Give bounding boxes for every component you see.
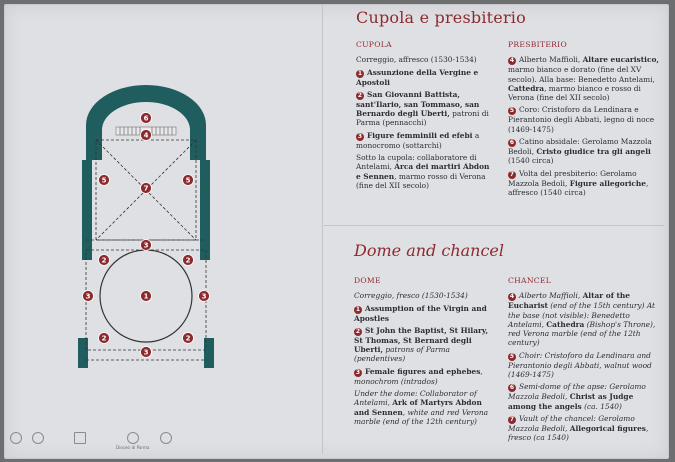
plan-marker-2 xyxy=(183,255,194,266)
plan-marker-2 xyxy=(183,333,194,344)
italian-dome-item: 3 Figure femminili ed efebi a monocromo (sottarchi) xyxy=(356,130,480,150)
english-chancel-item: 7 Vault of the chancel: Gerolamo Mazzola Bedoli, Allegorical figures, fresco (ca 1540) xyxy=(508,413,649,443)
logo-1 xyxy=(10,432,22,445)
plan-marker-3 xyxy=(83,291,94,302)
plan-marker-2 xyxy=(99,333,110,344)
english-chancel-item: 5 Choir: Cristoforo da Lendinara and Pierantonio degli Abbati, walnut wood (1469-1475) xyxy=(508,350,652,380)
italian-chancel-item: 4 Alberto Maffioli, Altare eucaristico, marmo bianco e dorato (fine del XV secolo). Alla base: Benedetto Antelami, Cattedra, marmo bianco e rosso di Verona (fine del XII secolo) xyxy=(508,55,659,103)
svg-text:3: 3 xyxy=(201,292,207,301)
svg-text:6: 6 xyxy=(143,114,149,123)
chancel-wall-right xyxy=(200,160,210,260)
english-dome-heading: DOME xyxy=(354,276,381,285)
logo-2 xyxy=(32,432,44,445)
svg-text:7: 7 xyxy=(143,184,149,193)
plan-marker-5 xyxy=(99,175,110,186)
pier-left xyxy=(78,338,88,368)
italian-chancel-heading: PRESBITERIO xyxy=(508,40,568,49)
logo-3 xyxy=(74,432,86,445)
svg-text:3: 3 xyxy=(143,348,149,357)
english-dome-column xyxy=(354,276,498,429)
plan-marker-1 xyxy=(141,291,152,302)
english-chancel-item: 6 Semi-dome of the apse: Gerolamo Mazzola Bedoli, Christ as Judge among the angels (ca. 1540) xyxy=(508,382,646,411)
italian-chancel-item: 6 Catino absidale: Gerolamo Mazzola Bedoli, Cristo giudice tra gli angeli (1540 circa) xyxy=(508,137,652,166)
plan-marker-3 xyxy=(199,291,210,302)
english-dome-item: 1 Assumption of the Virgin and Apostles xyxy=(354,303,487,323)
english-dome-item: 2 St John the Baptist, St Hilary, St Thomas, St Bernard degli Uberti, patrons of Parma (pendentives) xyxy=(354,325,489,364)
column-divider xyxy=(322,4,323,454)
plan-marker-6 xyxy=(141,113,152,124)
english-dome-note: Under the dome: Collaborator of Antelami, Ark of Martyrs Abdon and Sennen, white and red Verona marble (end of the 12th century) xyxy=(354,389,489,426)
plan-marker-4 xyxy=(141,130,152,141)
svg-text:5: 5 xyxy=(185,176,191,185)
english-dome-item: 3 Female figures and ephebes, monochrom (intrados) xyxy=(354,366,483,386)
english-title: Dome and chancel xyxy=(354,241,505,260)
svg-text:2: 2 xyxy=(185,256,191,265)
plan-marker-5 xyxy=(183,175,194,186)
italian-title: Cupola e presbiterio xyxy=(356,8,526,27)
italian-dome-author: Correggio, affresco (1530-1534) xyxy=(356,55,477,65)
english-chancel-column xyxy=(508,276,660,446)
svg-text:1: 1 xyxy=(143,292,149,301)
italian-chancel-item: 5 Coro: Cristoforo da Lendinara e Pierantonio degli Abbati, legno di noce (1469-1475) xyxy=(508,105,655,134)
floor-plan xyxy=(76,80,216,370)
svg-text:3: 3 xyxy=(143,241,149,250)
plan-marker-3 xyxy=(141,240,152,251)
plan-marker-3 xyxy=(141,347,152,358)
language-divider xyxy=(324,225,664,226)
pier-right xyxy=(204,338,214,368)
english-dome-author: Correggio, fresco (1530-1534) xyxy=(354,291,468,301)
sponsor-logos xyxy=(10,428,210,454)
english-chancel-item: 4 Alberto Maffioli, Altar of the Eucharist (end of the 15th century) At the base (not visible): Benedetto Antelami, Cathedra (Bishop's Throne), red Verona marble (end of the 12th century) xyxy=(508,291,656,348)
svg-text:5: 5 xyxy=(101,176,107,185)
svg-text:2: 2 xyxy=(101,256,107,265)
italian-dome-heading: CUPOLA xyxy=(356,40,392,49)
svg-text:2: 2 xyxy=(185,334,191,343)
svg-text:2: 2 xyxy=(101,334,107,343)
english-chancel-heading: CHANCEL xyxy=(508,276,552,285)
italian-chancel-item: 7 Volta del presbiterio: Gerolamo Mazzola Bedoli, Figure allegoriche, affresco (1540 circa) xyxy=(508,168,649,197)
italian-chancel-column xyxy=(508,40,660,200)
italian-dome-item: 2 San Giovanni Battista, sant'Ilario, san Tommaso, san Bernardo degli Uberti, patroni di Parma (pennacchi) xyxy=(356,89,489,128)
logo-5 xyxy=(160,432,172,445)
italian-dome-item: 1 Assunzione della Vergine e Apostoli xyxy=(356,67,479,87)
logo-diocesi: Diocesi di Parma xyxy=(116,432,149,450)
plan-marker-2 xyxy=(99,255,110,266)
svg-text:4: 4 xyxy=(143,131,149,140)
chancel-wall-left xyxy=(82,160,92,260)
svg-text:3: 3 xyxy=(85,292,91,301)
italian-dome-column xyxy=(356,40,496,193)
plan-marker-7 xyxy=(141,183,152,194)
italian-dome-note: Sotto la cupola: collaboratore di Antelami, Arca dei martiri Abdon e Sennen, marmo rosso di Verona (fine del XII secolo) xyxy=(356,153,490,190)
